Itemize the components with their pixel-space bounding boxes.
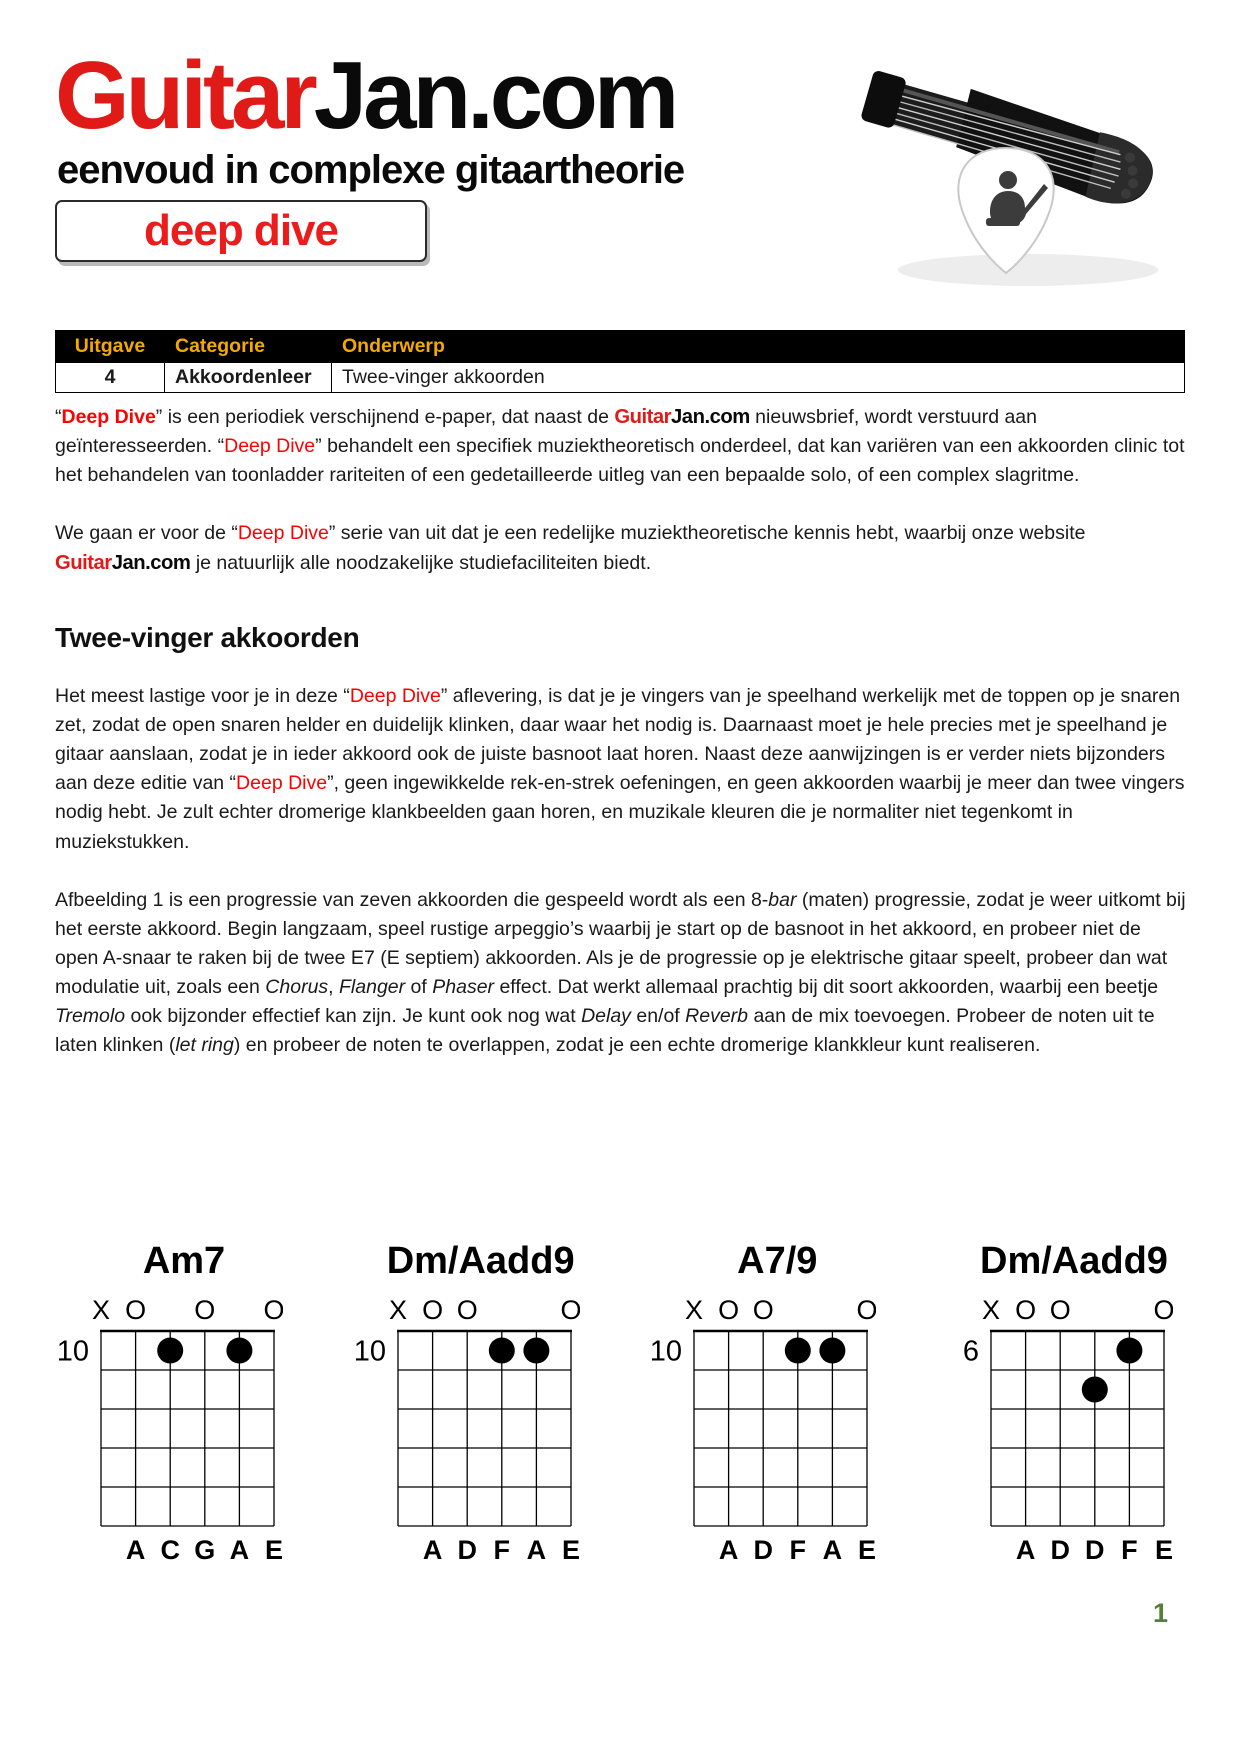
svg-text:D: D [1085, 1535, 1105, 1565]
chord-name: Dm/Aadd9 [980, 1240, 1168, 1282]
chord-grid [352, 1285, 580, 1575]
chord-diagram-row [55, 1240, 1185, 1575]
svg-text:E: E [858, 1535, 877, 1565]
svg-text:10: 10 [56, 1335, 89, 1368]
svg-text:A: A [125, 1535, 146, 1565]
svg-text:O: O [856, 1295, 877, 1325]
chord-grid [945, 1285, 1173, 1575]
cell-categorie: Akkoordenleer [165, 363, 332, 393]
intro-paragraph-2: We gaan er voor de “Deep Dive” serie van uit dat je een redelijke muziektheoretische kennis hebt, waarbij onze website GuitarJan.com je natuurlijk alle noodzakelijke studiefaciliteiten biedt. [55, 522, 1086, 575]
logo-part-guitar: Guitar [55, 42, 314, 149]
svg-text:10: 10 [650, 1335, 683, 1368]
logo-part-jancom: Jan.com [313, 42, 676, 149]
svg-text:O: O [194, 1295, 216, 1325]
svg-text:G: G [194, 1535, 216, 1565]
svg-text:10: 10 [353, 1335, 386, 1368]
section-heading: Twee-vinger akkoorden [55, 621, 360, 653]
issue-meta-table [55, 330, 1185, 393]
svg-text:O: O [1153, 1295, 1173, 1325]
cell-uitgave: 4 [56, 363, 165, 393]
svg-text:A: A [526, 1535, 546, 1565]
svg-text:O: O [1049, 1295, 1071, 1325]
chord-name: A7/9 [737, 1240, 818, 1282]
chord-grid [648, 1285, 876, 1575]
svg-text:E: E [561, 1535, 580, 1565]
chord-diagram [648, 1240, 876, 1575]
svg-text:D: D [1050, 1535, 1070, 1565]
svg-text:X: X [91, 1295, 111, 1325]
intro-paragraph-1: “Deep Dive” is een periodiek verschijnend e-paper, dat naast de GuitarJan.com nieuwsbrief, wordt verstuurd aan geïnteresseerden. “Deep Dive” behandelt een specifiek muziektheoretisch onderdeel, dat kan variëren van een akkoorden clinic tot het behandelen van toonladder rariteiten of een gedetailleerde uitleg van een bepaalde solo, of een complex slagritme. [55, 406, 1185, 487]
svg-text:F: F [789, 1535, 807, 1565]
svg-text:F: F [493, 1535, 510, 1565]
guitar-plectrum-image [858, 52, 1178, 302]
chord-diagram [945, 1240, 1173, 1575]
cell-onderwerp: Twee-vinger akkoorden [332, 363, 1185, 393]
deep-dive-badge [55, 200, 427, 262]
svg-text:O: O [125, 1295, 147, 1325]
meta-table-header-row [56, 331, 1185, 363]
svg-text:C: C [160, 1535, 180, 1565]
svg-text:6: 6 [962, 1335, 979, 1368]
column-onderwerp: Onderwerp [332, 331, 1185, 363]
svg-text:A: A [229, 1535, 250, 1565]
chord-diagram [55, 1240, 283, 1575]
svg-text:A: A [719, 1535, 739, 1565]
svg-text:O: O [718, 1295, 740, 1325]
body-paragraph-1: Het meest lastige voor je in deze “Deep Dive” aflevering, is dat je je vingers van je speelhand werkelijk met de toppen op je snaren zet, zodat de open snaren helder en duidelijk klinken, daar waar het nodig is. Daarnaast moet je hele precies met je speelhand je gitaar aanslaan, zodat je in ieder akkoord ook de juiste basnoot laat horen. Naast deze aanwijzingen is er verder niets bijzonders aan deze editie van “Deep Dive”, geen ingewikkelde rek-en-strek oefeningen, en geen akkoorden waarbij je meer dan twee vingers nodig hebt. Je zult echter dromerige klankbeelden gaan horen, en muzikale kleuren die je normaliter niet tegenkomt in muziekstukken. [55, 685, 1185, 853]
svg-text:X: X [388, 1295, 407, 1325]
svg-text:F: F [1121, 1535, 1138, 1565]
site-tagline: eenvoud in complexe gitaartheorie [57, 148, 685, 192]
chord-grid [55, 1285, 283, 1575]
site-logo [55, 42, 676, 149]
body-paragraph-2: Afbeelding 1 is een progressie van zeven akkoorden die gespeeld wordt als een 8-bar (maten) progressie, zodat je weer uitkomt bij het eerste akkoord. Begin langzaam, speel rustige arpeggio’s waarbij je start op de basnoot in het akkoord, en probeer niet de open A-snaar te raken bij de twee E7 (E septiem) akkoorden. Als je de progressie op je elektrische gitaar speelt, probeer dan wat modulatie uit, zoals een Chorus, Flanger of Phaser effect. Dat werkt allemaal prachtig bij dit soort akkoorden, waarbij een beetje Tremolo ook bijzonder effectief kan zijn. Je kunt ook nog wat Delay en/of Reverb aan de mix toevoegen. Probeer de noten uit te laten klinken (let ring) en probeer de noten te overlappen, zodat je een echte dromerige klankkleur kunt realiseren. [55, 888, 1186, 1056]
meta-table-data-row [56, 363, 1185, 393]
chord-name: Dm/Aadd9 [386, 1240, 575, 1282]
svg-text:O: O [421, 1295, 443, 1325]
svg-text:O: O [456, 1295, 478, 1325]
svg-text:E: E [1154, 1535, 1173, 1565]
svg-text:X: X [685, 1295, 704, 1325]
svg-text:A: A [422, 1535, 443, 1565]
chord-name: Am7 [142, 1240, 226, 1282]
column-categorie: Categorie [165, 331, 332, 363]
guitar-plectrum-illustration [858, 52, 1178, 302]
chord-diagram [352, 1240, 580, 1575]
svg-text:A: A [822, 1535, 843, 1565]
svg-text:O: O [753, 1295, 775, 1325]
page-number: 1 [1152, 1598, 1168, 1628]
svg-text:O: O [560, 1295, 580, 1325]
svg-text:X: X [981, 1295, 1000, 1325]
svg-text:O: O [1015, 1295, 1037, 1325]
svg-text:E: E [264, 1535, 283, 1565]
article-body [55, 402, 1187, 1089]
svg-text:D: D [753, 1535, 774, 1565]
svg-text:O: O [263, 1295, 283, 1325]
column-uitgave: Uitgave [56, 331, 165, 363]
svg-text:D: D [457, 1535, 477, 1565]
svg-text:A: A [1015, 1535, 1036, 1565]
deep-dive-badge-label: deep dive [144, 206, 338, 255]
